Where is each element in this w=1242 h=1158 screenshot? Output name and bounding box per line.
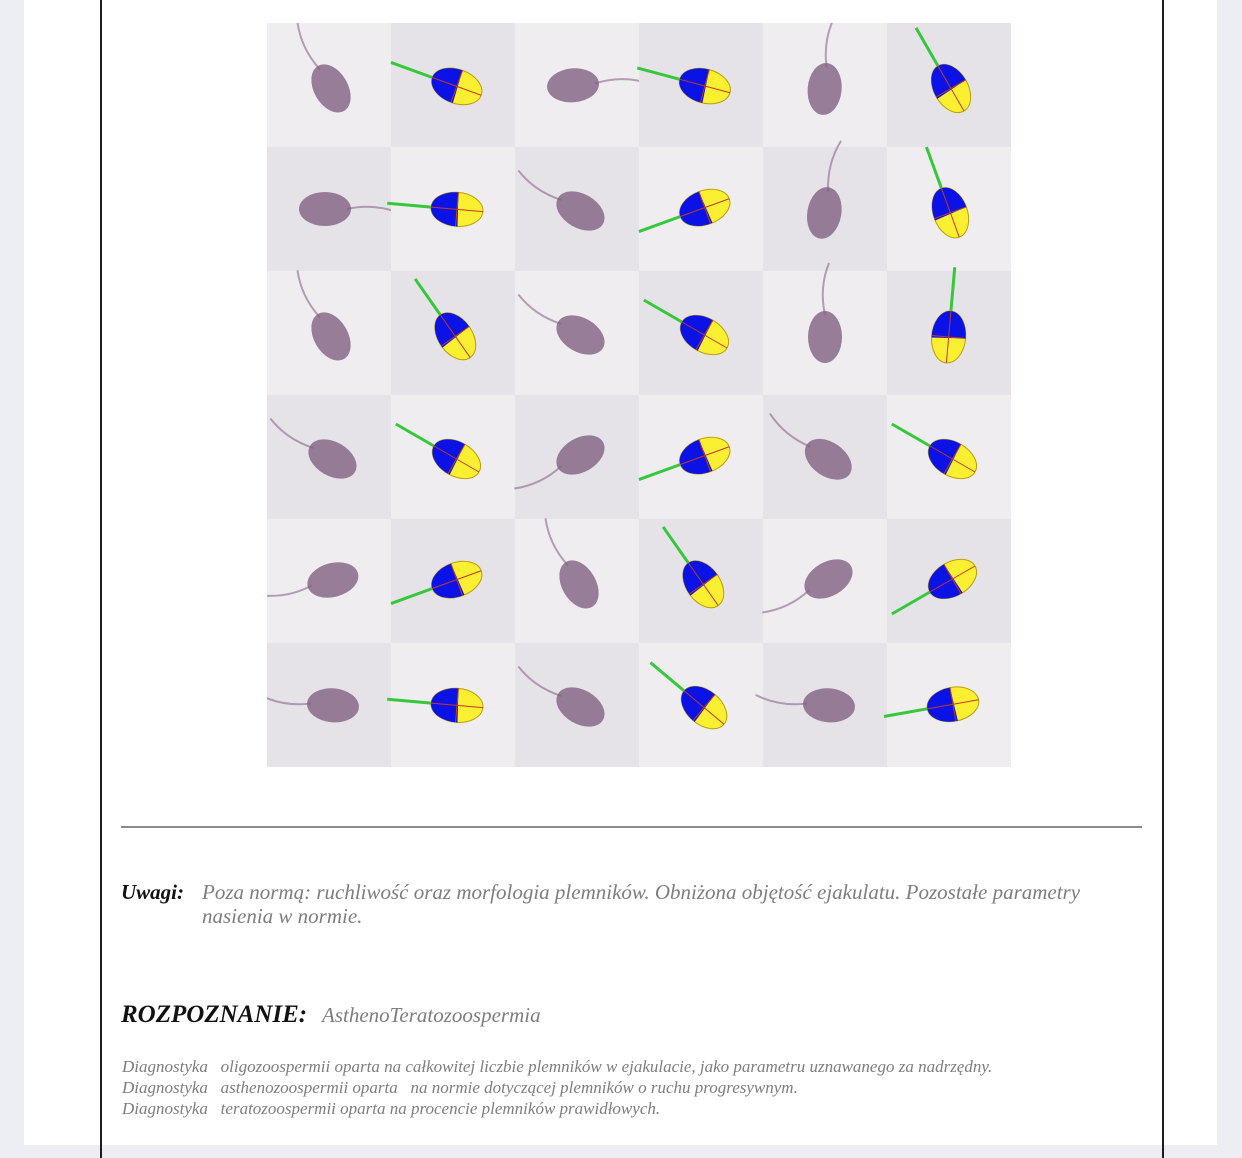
note-teratozoospermia: Diagnostyka teratozoospermii oparta na procencie plemników prawidłowych.: [122, 1099, 661, 1118]
remarks-text: Poza normą: ruchliwość oraz morfologia plemników. Obniżona objętość ejakulatu. Pozostałe parametry nasienia w normie.: [202, 880, 1081, 928]
note-oligozoospermia: Diagnostyka oligozoospermii oparta na całkowitej liczbie plemników w ejakulacie, jako parametru uznawanego za nadrzędny.: [122, 1057, 993, 1076]
sperm-morphology-image: [267, 23, 1011, 767]
diagnostic-notes: [122, 1056, 992, 1119]
sperm-morphology-grid-icon: [267, 23, 1011, 767]
remarks-label: Uwagi:: [121, 880, 184, 904]
note-asthenozoospermia: Diagnostyka asthenozoospermii oparta na normie dotyczącej plemników o ruchu progresywnym.: [122, 1078, 798, 1097]
diagnosis-value: AsthenoTeratozoospermia: [322, 1003, 541, 1027]
diagnosis-label: ROZPOZNANIE:: [121, 1001, 308, 1028]
section-divider: [121, 826, 1142, 828]
